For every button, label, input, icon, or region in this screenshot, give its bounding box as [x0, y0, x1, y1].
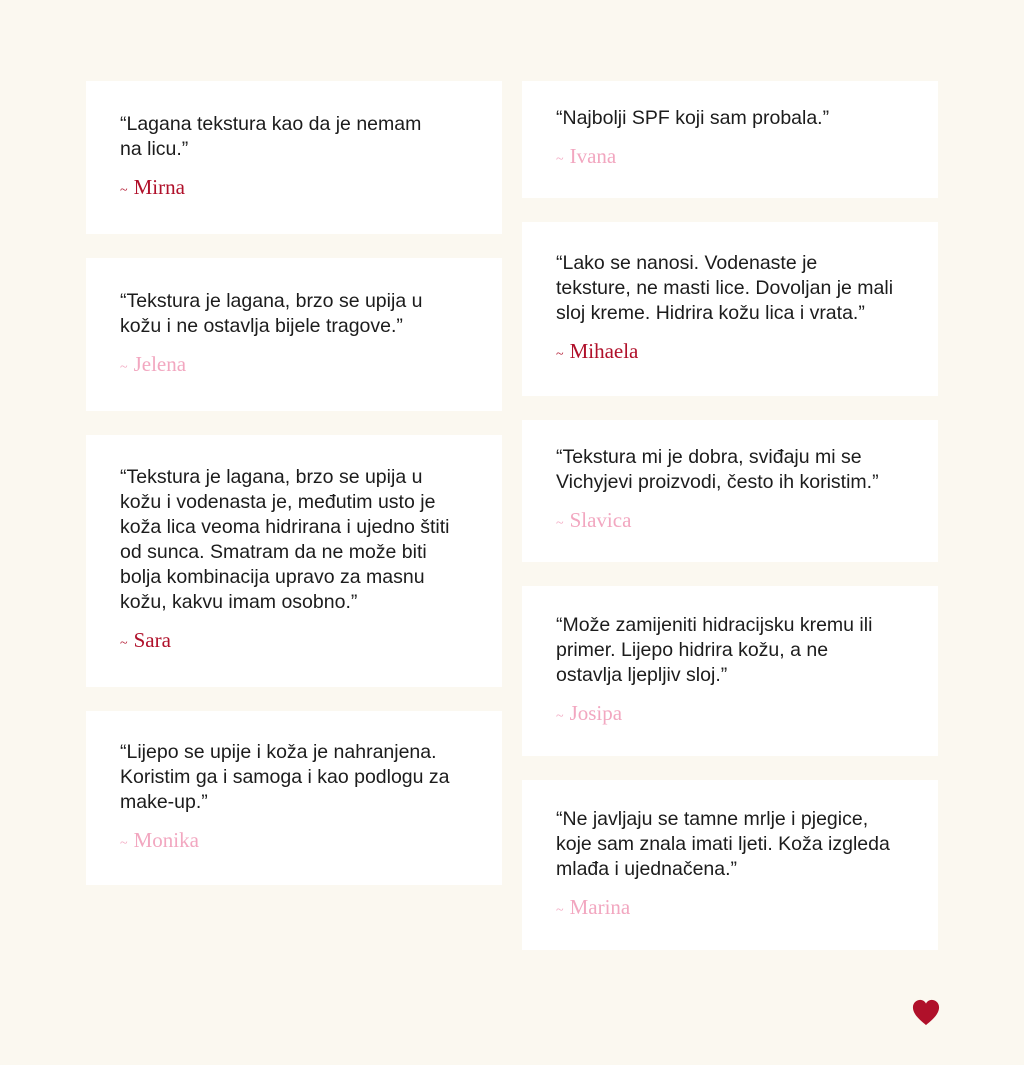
testimonial-author — [120, 627, 468, 657]
testimonial-author — [556, 894, 904, 924]
tilde-mark: ~ — [120, 835, 128, 851]
author-name: Ivana — [569, 144, 617, 168]
testimonial-card-marina — [522, 780, 938, 950]
tilde-mark: ~ — [556, 152, 564, 167]
testimonial-card-slavica — [522, 420, 938, 562]
tilde-mark: ~ — [120, 359, 128, 375]
tilde-mark: ~ — [120, 636, 128, 651]
author-name: Jelena — [133, 351, 187, 376]
testimonial-card-josipa — [522, 586, 938, 756]
testimonial-author — [556, 700, 904, 730]
testimonial-card-ivana — [522, 81, 938, 198]
testimonial-quote: “Tekstura mi je dobra, sviđaju mi se Vichyjevi proizvodi, često ih koristim.” — [556, 446, 879, 493]
testimonial-card-mihaela — [522, 222, 938, 396]
testimonial-author — [556, 338, 904, 368]
testimonial-author — [120, 174, 468, 204]
testimonial-author — [120, 827, 468, 857]
author-name: Mihaela — [569, 338, 639, 363]
testimonial-quote: “Najbolji SPF koji sam probala.” — [556, 107, 830, 129]
tilde-mark: ~ — [556, 346, 564, 362]
testimonial-quote: “Tekstura je lagana, brzo se upija u kožu i vodenasta je, međutim usto je koža lica veoma hidrirana i ujedno štiti od sunca. Smatram da ne može biti bolja kombinacija upravo za masnu kožu, kakvu imam osobno.” — [120, 466, 450, 613]
testimonial-card-jelena — [86, 258, 502, 411]
author-name: Mirna — [133, 174, 185, 199]
tilde-mark: ~ — [556, 516, 564, 531]
author-name: Sara — [133, 628, 171, 652]
author-name: Marina — [569, 894, 631, 919]
heart-icon — [911, 998, 941, 1026]
testimonial-card-mirna — [86, 81, 502, 234]
tilde-mark: ~ — [120, 182, 128, 198]
testimonial-card-sara — [86, 435, 502, 687]
heart-icon-shape — [913, 1000, 939, 1025]
testimonial-quote: “Lako se nanosi. Vodenaste je teksture, ne masti lice. Dovoljan je mali sloj kreme. Hidrira kožu lica i vrata.” — [556, 251, 894, 324]
testimonial-quote: “Tekstura je lagana, brzo se upija u kožu i ne ostavlja bijele tragove.” — [120, 289, 423, 337]
testimonial-author — [556, 143, 904, 173]
testimonial-quote: “Ne javljaju se tamne mrlje i pjegice, koje sam znala imati ljeti. Koža izgleda mlađa i ujednačena.” — [556, 807, 890, 880]
testimonial-author — [556, 507, 904, 537]
testimonial-quote: “Lagana tekstura kao da je nemam na licu.” — [120, 112, 422, 160]
testimonial-quote: “Može zamijeniti hidracijsku kremu ili primer. Lijepo hidrira kožu, a ne ostavlja ljepljiv sloj.” — [556, 613, 873, 686]
testimonial-card-monika — [86, 711, 502, 885]
testimonial-quote: “Lijepo se upije i koža je nahranjena. Koristim ga i samoga i kao podlogu za make-up.” — [120, 740, 450, 813]
tilde-mark: ~ — [556, 902, 564, 918]
author-name: Slavica — [569, 508, 632, 532]
tilde-mark: ~ — [556, 708, 564, 724]
author-name: Josipa — [569, 700, 623, 725]
author-name: Monika — [133, 827, 199, 852]
testimonial-author — [120, 351, 468, 381]
